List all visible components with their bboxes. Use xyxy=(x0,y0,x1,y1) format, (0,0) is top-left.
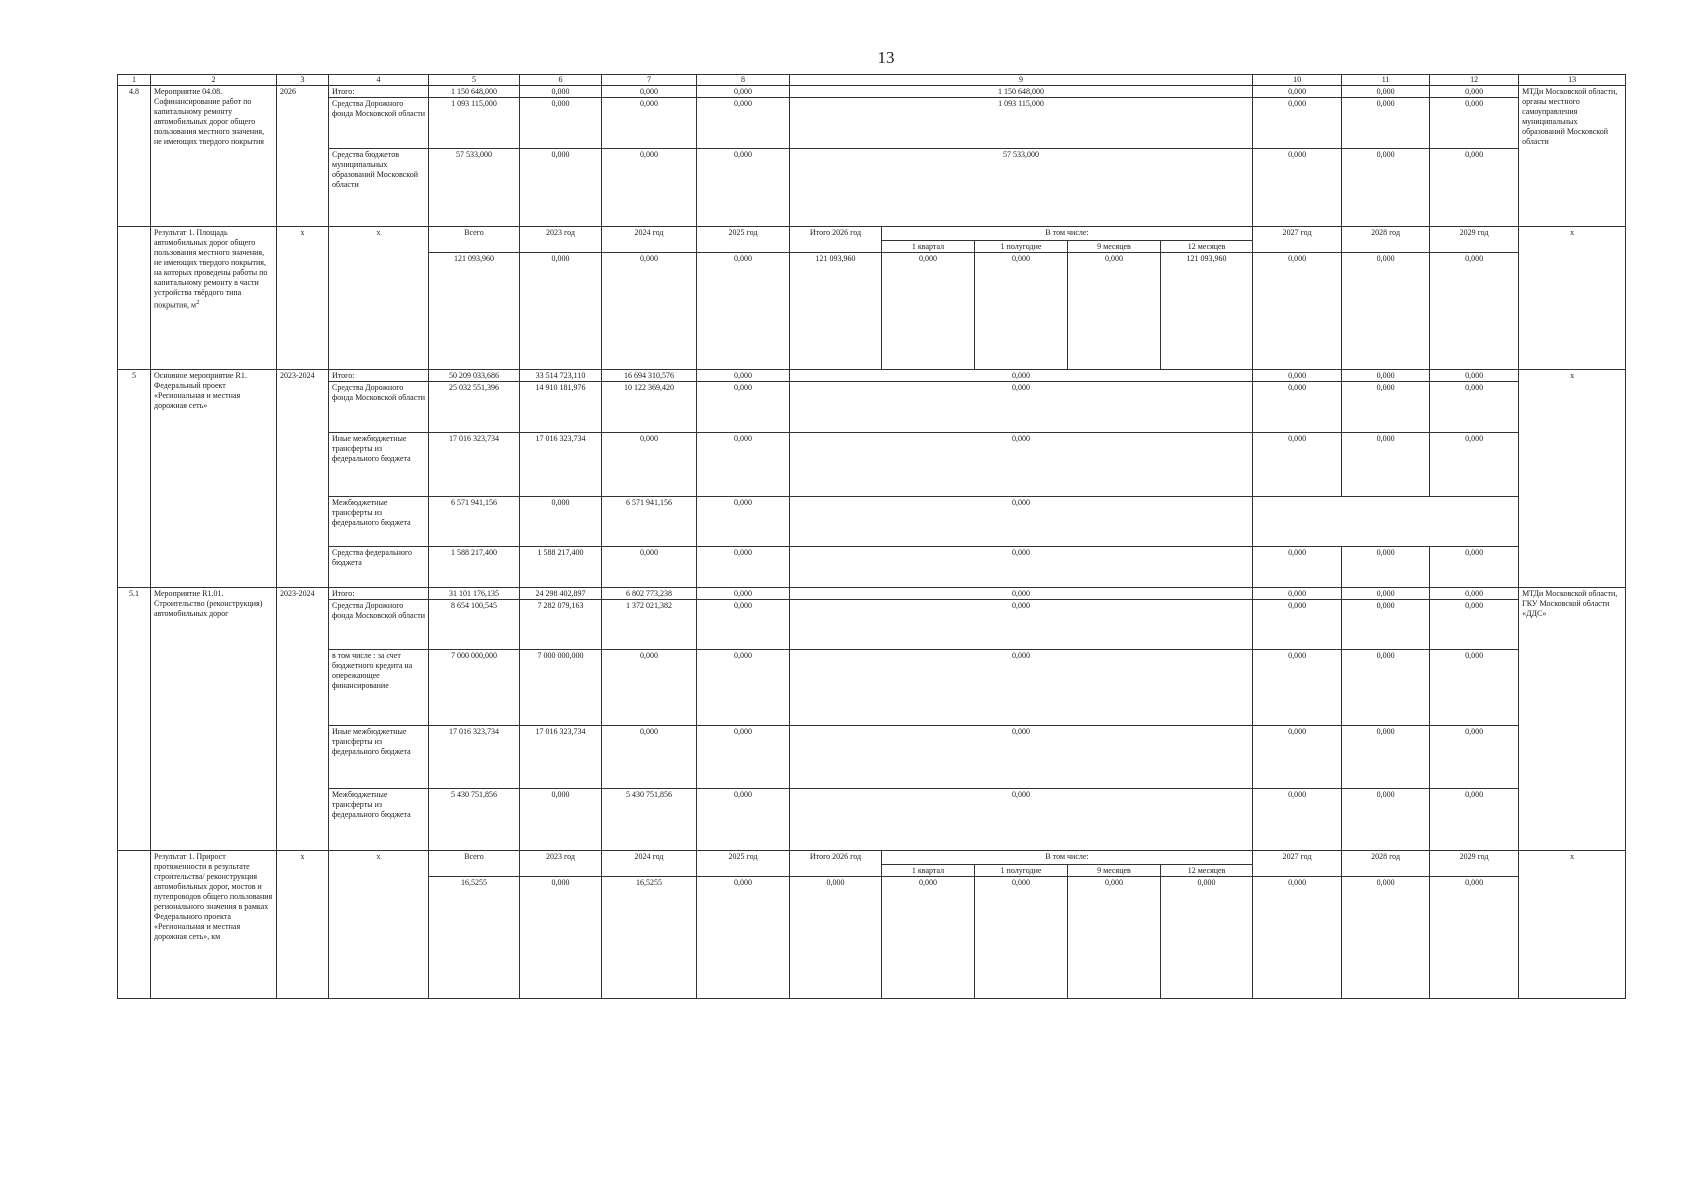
table-row xyxy=(118,600,1626,650)
value-cell: 0,000 xyxy=(697,98,790,149)
value-cell: 17 016 323,734 xyxy=(429,433,520,497)
value-cell: 0,000 xyxy=(697,149,790,227)
value-cell: 6 571 941,156 xyxy=(602,497,697,547)
value-cell: 0,000 xyxy=(1430,600,1519,650)
value-cell: 0,000 xyxy=(1342,253,1430,370)
row-number xyxy=(118,227,151,370)
funding-source: Итого: xyxy=(329,370,429,382)
measure-title: Основное мероприятие R1. Федеральный проект «Региональная и местная дорожная сеть» xyxy=(151,370,277,588)
result-col-header: 2025 год xyxy=(697,851,790,877)
value-cell: 0,000 xyxy=(1430,547,1519,588)
executor: х xyxy=(1519,370,1626,588)
value-cell: 0,000 xyxy=(520,789,602,851)
value-cell: 0,000 xyxy=(790,497,1253,547)
value-cell: 0,000 xyxy=(1253,382,1342,433)
funding-source: Средства бюджетов муниципальных образований Московской области xyxy=(329,149,429,227)
value-cell: 1 372 021,382 xyxy=(602,600,697,650)
value-cell: 0,000 xyxy=(1253,86,1342,98)
measure-years: 2026 xyxy=(277,86,329,227)
value-cell: 0,000 xyxy=(697,726,790,789)
result-col-header: Итого 2026 год xyxy=(790,227,882,253)
value-cell: 0,000 xyxy=(1342,149,1430,227)
table-row xyxy=(118,547,1626,588)
result-header-row xyxy=(118,227,1626,241)
value-cell: 1 093 115,000 xyxy=(790,98,1253,149)
value-cell: 14 910 181,976 xyxy=(520,382,602,433)
quarter-header: 12 месяцев xyxy=(1161,241,1253,253)
funding-source: в том числе : за счет бюджетного кредита на опережающее финансирование xyxy=(329,650,429,726)
result-col-header: 2028 год xyxy=(1342,227,1430,253)
value-cell: 0,000 xyxy=(882,877,975,999)
result-title: Результат 1. Прирост протяженности в результате строительства/ реконструкция автомобильных дорог, мостов и путепроводов общего пользования регионального значения в рамках Федерального проекта «Региональная и местная дорожная сеть», км xyxy=(151,851,277,999)
value-cell: 0,000 xyxy=(1430,149,1519,227)
value-cell: 0,000 xyxy=(882,253,975,370)
value-cell: 33 514 723,110 xyxy=(520,370,602,382)
value-cell: 0,000 xyxy=(1068,253,1161,370)
col-header: 4 xyxy=(329,75,429,86)
row-number: 4.8 xyxy=(118,86,151,227)
funding-source: Средства Дорожного фонда Московской области xyxy=(329,98,429,149)
col-header: 3 xyxy=(277,75,329,86)
value-cell: 0,000 xyxy=(697,497,790,547)
col-header: 8 xyxy=(697,75,790,86)
quarter-header: 9 месяцев xyxy=(1068,241,1161,253)
value-cell: 57 533,000 xyxy=(429,149,520,227)
value-cell: 0,000 xyxy=(790,588,1253,600)
value-cell: 121 093,960 xyxy=(1161,253,1253,370)
value-cell: 0,000 xyxy=(1430,433,1519,497)
value-cell: 0,000 xyxy=(790,547,1253,588)
col-header: 10 xyxy=(1253,75,1342,86)
value-cell: 0,000 xyxy=(975,253,1068,370)
value-cell: 0,000 xyxy=(790,382,1253,433)
executor: МТДи Московской области, ГКУ Московской области «ДДС» xyxy=(1519,588,1626,851)
value-cell: 8 654 100,545 xyxy=(429,600,520,650)
value-cell: 16 694 310,576 xyxy=(602,370,697,382)
value-cell: 0,000 xyxy=(602,149,697,227)
table-row xyxy=(118,650,1626,726)
value-cell: 0,000 xyxy=(520,86,602,98)
funding-source: Средства федерального бюджета xyxy=(329,547,429,588)
value-cell: 0,000 xyxy=(1342,877,1430,999)
value-cell: 0,000 xyxy=(697,547,790,588)
x-mark: х xyxy=(277,227,329,370)
quarter-header: 1 полугодие xyxy=(975,865,1068,877)
value-cell: 7 000 000,000 xyxy=(429,650,520,726)
value-cell: 0,000 xyxy=(1342,370,1430,382)
value-cell: 16,5255 xyxy=(602,877,697,999)
col-header: 5 xyxy=(429,75,520,86)
value-cell: 0,000 xyxy=(520,149,602,227)
funding-source: Межбюджетные трансферты из федерального бюджета xyxy=(329,497,429,547)
value-cell: 0,000 xyxy=(1430,789,1519,851)
value-cell: 0,000 xyxy=(1253,149,1342,227)
value-cell: 0,000 xyxy=(1430,370,1519,382)
x-mark: х xyxy=(277,851,329,999)
value-cell: 0,000 xyxy=(1161,877,1253,999)
budget-table xyxy=(117,74,1626,999)
including-header: В том числе: xyxy=(882,851,1253,865)
value-cell: 0,000 xyxy=(602,98,697,149)
value-cell: 0,000 xyxy=(520,877,602,999)
x-mark: х xyxy=(329,851,429,999)
value-cell: 1 093 115,000 xyxy=(429,98,520,149)
row-number: 5.1 xyxy=(118,588,151,851)
value-cell: 0,000 xyxy=(1342,789,1430,851)
value-cell: 6 571 941,156 xyxy=(429,497,520,547)
value-cell: 0,000 xyxy=(697,877,790,999)
value-cell: 7 000 000,000 xyxy=(520,650,602,726)
value-cell: 0,000 xyxy=(1253,789,1342,851)
value-cell: 17 016 323,734 xyxy=(429,726,520,789)
value-cell: 0,000 xyxy=(602,650,697,726)
funding-source: Иные межбюджетные трансферты из федерального бюджета xyxy=(329,433,429,497)
value-cell: 0,000 xyxy=(697,650,790,726)
value-cell: 0,000 xyxy=(790,433,1253,497)
value-cell: 0,000 xyxy=(790,726,1253,789)
value-cell: 0,000 xyxy=(1253,98,1342,149)
value-cell: 31 101 176,135 xyxy=(429,588,520,600)
col-header: 2 xyxy=(151,75,277,86)
value-cell: 121 093,960 xyxy=(429,253,520,370)
value-cell: 0,000 xyxy=(1430,98,1519,149)
result-col-header: 2024 год xyxy=(602,851,697,877)
value-cell: 0,000 xyxy=(697,86,790,98)
value-cell: 0,000 xyxy=(1342,547,1430,588)
value-cell: 0,000 xyxy=(790,877,882,999)
value-cell: 0,000 xyxy=(1342,98,1430,149)
x-mark: х xyxy=(329,227,429,370)
value-cell: 17 016 323,734 xyxy=(520,433,602,497)
value-cell: 1 588 217,400 xyxy=(520,547,602,588)
value-cell: 0,000 xyxy=(1342,588,1430,600)
result-col-header: 2024 год xyxy=(602,227,697,253)
x-mark: х xyxy=(1519,227,1626,370)
funding-source: Средства Дорожного фонда Московской области xyxy=(329,382,429,433)
col-header: 7 xyxy=(602,75,697,86)
funding-source: Межбюджетные трансферты из федерального бюджета xyxy=(329,789,429,851)
value-cell: 1 588 217,400 xyxy=(429,547,520,588)
quarter-header: 12 месяцев xyxy=(1161,865,1253,877)
measure-years: 2023-2024 xyxy=(277,588,329,851)
value-cell: 0,000 xyxy=(1253,600,1342,650)
result-col-header: Всего xyxy=(429,851,520,877)
value-cell: 0,000 xyxy=(1430,588,1519,600)
col-header: 11 xyxy=(1342,75,1430,86)
result-col-header: 2028 год xyxy=(1342,851,1430,877)
col-header: 13 xyxy=(1519,75,1626,86)
quarter-header: 9 месяцев xyxy=(1068,865,1161,877)
value-cell: 0,000 xyxy=(1342,726,1430,789)
table-row xyxy=(118,370,1626,382)
value-cell: 0,000 xyxy=(975,877,1068,999)
value-cell: 1 150 648,000 xyxy=(790,86,1253,98)
table-row xyxy=(118,382,1626,433)
value-cell: 50 209 033,686 xyxy=(429,370,520,382)
value-cell: 5 430 751,856 xyxy=(602,789,697,851)
value-cell: 0,000 xyxy=(1430,877,1519,999)
funding-source: Итого: xyxy=(329,86,429,98)
value-cell: 0,000 xyxy=(602,433,697,497)
funding-source: Средства Дорожного фонда Московской области xyxy=(329,600,429,650)
value-cell: 0,000 xyxy=(1068,877,1161,999)
table-row xyxy=(118,86,1626,98)
row-number xyxy=(118,851,151,999)
result-col-header: 2025 год xyxy=(697,227,790,253)
value-cell: 0,000 xyxy=(697,433,790,497)
value-cell xyxy=(1253,497,1519,547)
quarter-header: 1 квартал xyxy=(882,865,975,877)
value-cell: 0,000 xyxy=(790,370,1253,382)
value-cell: 17 016 323,734 xyxy=(520,726,602,789)
result-title: Результат 1. Площадь автомобильных дорог общего пользования местного значения, не имеющих твердого покрытия, на которых проведены работы по капитальному ремонту в части устройства твёрдого типа покрытия, $м^2$ xyxy=(151,227,277,370)
funding-source: Иные межбюджетные трансферты из федерального бюджета xyxy=(329,726,429,789)
value-cell: 0,000 xyxy=(602,726,697,789)
value-cell: 10 122 369,420 xyxy=(602,382,697,433)
value-cell: 0,000 xyxy=(790,650,1253,726)
table-row xyxy=(118,149,1626,227)
value-cell: 16,5255 xyxy=(429,877,520,999)
row-number: 5 xyxy=(118,370,151,588)
table-row xyxy=(118,588,1626,600)
measure-years: 2023-2024 xyxy=(277,370,329,588)
value-cell: 0,000 xyxy=(1342,86,1430,98)
value-cell: 0,000 xyxy=(697,588,790,600)
x-mark: х xyxy=(1519,851,1626,999)
value-cell: 0,000 xyxy=(1430,86,1519,98)
value-cell: 0,000 xyxy=(1430,382,1519,433)
col-header: 1 xyxy=(118,75,151,86)
result-col-header: Всего xyxy=(429,227,520,253)
value-cell: 0,000 xyxy=(1342,600,1430,650)
column-number-row xyxy=(118,75,1626,86)
result-col-header: 2027 год xyxy=(1253,851,1342,877)
value-cell: 25 032 551,396 xyxy=(429,382,520,433)
value-cell: 0,000 xyxy=(1430,253,1519,370)
result-col-header: 2029 год xyxy=(1430,227,1519,253)
value-cell: 0,000 xyxy=(697,789,790,851)
value-cell: 0,000 xyxy=(1342,382,1430,433)
value-cell: 0,000 xyxy=(520,98,602,149)
result-col-header: 2029 год xyxy=(1430,851,1519,877)
value-cell: 0,000 xyxy=(790,789,1253,851)
value-cell: 0,000 xyxy=(1253,650,1342,726)
measure-title: Мероприятие 04.08. Софинансирование работ по капитальному ремонту автомобильных дорог общего пользования местного значения, не имеющих твердого покрытия xyxy=(151,86,277,227)
value-cell: 57 533,000 xyxy=(790,149,1253,227)
col-header: 12 xyxy=(1430,75,1519,86)
table-row xyxy=(118,726,1626,789)
result-col-header: 2023 год xyxy=(520,227,602,253)
value-cell: 0,000 xyxy=(520,253,602,370)
value-cell: 0,000 xyxy=(1253,588,1342,600)
result-col-header: 2027 год xyxy=(1253,227,1342,253)
including-header: В том числе: xyxy=(882,227,1253,241)
table-row xyxy=(118,789,1626,851)
result-col-header: Итого 2026 год xyxy=(790,851,882,877)
col-header: 6 xyxy=(520,75,602,86)
table-row xyxy=(118,497,1626,547)
value-cell: 0,000 xyxy=(1253,433,1342,497)
table-row xyxy=(118,433,1626,497)
value-cell: 0,000 xyxy=(520,497,602,547)
value-cell: 0,000 xyxy=(697,370,790,382)
executor: МТДи Московской области, органы местного самоуправления муниципальных образований Московской области xyxy=(1519,86,1626,227)
value-cell: 0,000 xyxy=(1342,650,1430,726)
value-cell: 0,000 xyxy=(1342,433,1430,497)
value-cell: 6 802 773,238 xyxy=(602,588,697,600)
value-cell: 24 298 402,897 xyxy=(520,588,602,600)
quarter-header: 1 полугодие xyxy=(975,241,1068,253)
col-header: 9 xyxy=(790,75,1253,86)
table-row xyxy=(118,98,1626,149)
value-cell: 7 282 079,163 xyxy=(520,600,602,650)
value-cell: 0,000 xyxy=(1253,370,1342,382)
value-cell: 0,000 xyxy=(602,86,697,98)
value-cell: 0,000 xyxy=(1430,650,1519,726)
value-cell: 0,000 xyxy=(1253,253,1342,370)
measure-title: Мероприятие R1.01. Строительство (реконструкция) автомобильных дорог xyxy=(151,588,277,851)
value-cell: 121 093,960 xyxy=(790,253,882,370)
value-cell: 0,000 xyxy=(1430,726,1519,789)
value-cell: 1 150 648,000 xyxy=(429,86,520,98)
value-cell: 5 430 751,856 xyxy=(429,789,520,851)
value-cell: 0,000 xyxy=(697,600,790,650)
funding-source: Итого: xyxy=(329,588,429,600)
page-number: 13 xyxy=(877,48,895,67)
value-cell: 0,000 xyxy=(1253,547,1342,588)
value-cell: 0,000 xyxy=(602,253,697,370)
value-cell: 0,000 xyxy=(602,547,697,588)
value-cell: 0,000 xyxy=(697,382,790,433)
quarter-header: 1 квартал xyxy=(882,241,975,253)
result-header-row xyxy=(118,851,1626,865)
result-col-header: 2023 год xyxy=(520,851,602,877)
value-cell: 0,000 xyxy=(697,253,790,370)
value-cell: 0,000 xyxy=(1253,877,1342,999)
value-cell: 0,000 xyxy=(790,600,1253,650)
value-cell: 0,000 xyxy=(1253,726,1342,789)
